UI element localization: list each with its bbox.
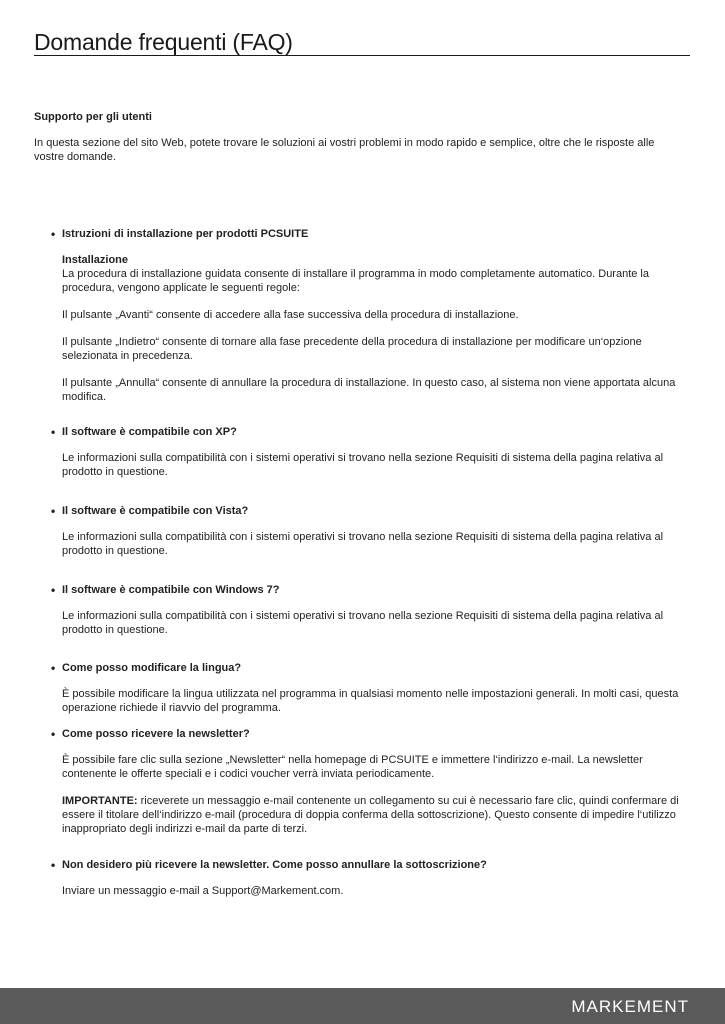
bullet-icon: • [51, 858, 56, 872]
bullet-icon: • [51, 583, 56, 597]
important-text: riceverete un messaggio e-mail contenente un collegamento su cui è necessario fare clic, quindi confermare di essere il titolare dell‘indirizzo e-mail (procedura di doppia conferma della sottoscrizione). Questo consente di impedire l‘utilizzo inappropriato degli indirizzi e-mail da parte di terzi. [62, 795, 679, 835]
faq-question: Come posso ricevere la newsletter? [62, 728, 250, 740]
faq-paragraph: La procedura di installazione guidata consente di installare il programma in modo completamente automatico. Durante la procedura, vengono applicate le seguenti regole: [62, 268, 649, 294]
bullet-icon: • [51, 727, 56, 741]
faq-answer: Inviare un messaggio e-mail a Support@Markement.com. [62, 885, 344, 897]
page-title: Domande frequenti (FAQ) [34, 29, 293, 55]
faq-answer: È possibile fare clic sulla sezione „Newsletter“ nella homepage di PCSUITE e immettere l‘indirizzo e-mail. La newsletter contenente le offerte speciali e i codici voucher verrà inviata periodicamente. [62, 754, 643, 780]
important-label: IMPORTANTE: [62, 795, 138, 807]
intro-text: In questa sezione del sito Web, potete trovare le soluzioni ai vostri problemi in modo rapido e semplice, oltre che le risposte alle vostre domande. [34, 137, 655, 163]
faq-question: Il software è compatibile con Windows 7? [62, 584, 280, 596]
faq-paragraph: Il pulsante „Annulla“ consente di annullare la procedura di installazione. In questo caso, al sistema non viene apportata alcuna modifica. [62, 377, 676, 403]
faq-item-newsletter [62, 727, 690, 836]
bullet-icon: • [51, 227, 56, 241]
brand-logo: MARKEMENT [571, 997, 689, 1016]
bullet-icon: • [51, 425, 56, 439]
footer-bar [0, 988, 725, 1024]
bullet-icon: • [51, 504, 56, 518]
faq-question: Il software è compatibile con XP? [62, 426, 237, 438]
faq-answer: Le informazioni sulla compatibilità con i sistemi operativi si trovano nella sezione Requisiti di sistema della pagina relativa al prodotto in questione. [62, 610, 664, 636]
faq-answer: Le informazioni sulla compatibilità con i sistemi operativi si trovano nella sezione Requisiti di sistema della pagina relativa al prodotto in questione. [62, 452, 664, 478]
faq-paragraph: Il pulsante „Indietro“ consente di tornare alla fase precedente della procedura di installazione per modificare un‘opzione selezionata in precedenza. [62, 336, 642, 362]
faq-question: Istruzioni di installazione per prodotti PCSUITE [62, 228, 309, 240]
bullet-icon: • [51, 661, 56, 675]
faq-item-windows7 [62, 583, 690, 637]
faq-question: Il software è compatibile con Vista? [62, 505, 249, 517]
faq-question: Non desidero più ricevere la newsletter. Come posso annullare la sottoscrizione? [62, 859, 487, 871]
faq-paragraph: Il pulsante „Avanti“ consente di accedere alla fase successiva della procedura di installazione. [62, 309, 519, 321]
faq-item-install [62, 227, 690, 404]
intro-heading: Supporto per gli utenti [34, 111, 152, 123]
faq-question: Come posso modificare la lingua? [62, 662, 242, 674]
faq-item-vista [62, 504, 690, 558]
title-divider [34, 55, 690, 56]
faq-subheading: Installazione [62, 254, 129, 266]
faq-important-note [62, 794, 690, 836]
faq-item-xp [62, 425, 690, 479]
faq-item-language [62, 661, 690, 715]
faq-answer: Le informazioni sulla compatibilità con i sistemi operativi si trovano nella sezione Requisiti di sistema della pagina relativa al prodotto in questione. [62, 531, 664, 557]
faq-item-unsubscribe [62, 858, 690, 898]
faq-answer: È possibile modificare la lingua utilizzata nel programma in qualsiasi momento nelle impostazioni generali. In molti casi, questa operazione richiede il riavvio del programma. [62, 688, 679, 714]
